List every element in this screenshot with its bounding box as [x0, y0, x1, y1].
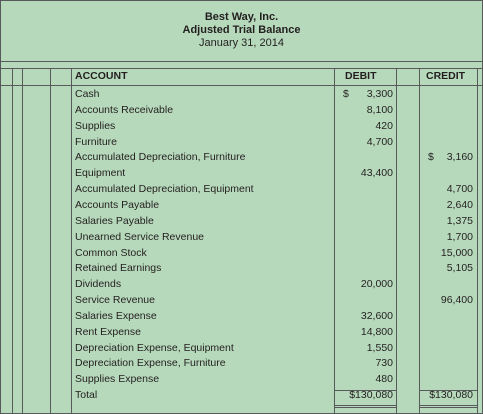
- table-row: [1, 309, 482, 325]
- account-name: Retained Earnings: [75, 262, 162, 275]
- total-double-rule-debit-1: [334, 405, 396, 406]
- total-double-rule-credit-1: [419, 405, 477, 406]
- debit-amount: 480: [375, 373, 393, 386]
- debit-currency-sign: $: [343, 88, 349, 100]
- table-row: [1, 182, 482, 198]
- debit-amount: 14,800: [360, 325, 393, 338]
- credit-amount: 96,400: [440, 294, 473, 307]
- table-row: [1, 119, 482, 135]
- debit-amount: $130,080: [349, 389, 393, 402]
- table-row: [1, 166, 482, 182]
- debit-amount: 32,600: [360, 309, 393, 322]
- debit-amount: 4,700: [366, 135, 393, 148]
- account-name: Supplies Expense: [75, 373, 160, 386]
- total-double-rule-credit-2: [419, 407, 477, 408]
- report-header: [1, 1, 482, 62]
- account-name: Accounts Payable: [75, 198, 160, 211]
- account-name: Accumulated Depreciation, Equipment: [75, 183, 254, 196]
- credit-amount: 5,105: [446, 262, 473, 275]
- debit-amount: 730: [375, 357, 393, 370]
- account-name: Salaries Payable: [75, 214, 154, 227]
- debit-amount: 8,100: [366, 103, 393, 116]
- debit-column-heading: DEBIT: [345, 70, 377, 82]
- debit-amount: 43,400: [360, 167, 393, 180]
- table-row: [1, 341, 482, 357]
- credit-currency-sign: $: [428, 151, 434, 164]
- table-row: [1, 103, 482, 119]
- report-date: January 31, 2014: [198, 37, 284, 49]
- account-name: Dividends: [75, 278, 122, 291]
- account-name: Service Revenue: [75, 294, 155, 307]
- account-name: Furniture: [75, 135, 118, 148]
- table-row: [1, 230, 482, 246]
- credit-amount: 1,375: [446, 214, 473, 227]
- debit-amount: 20,000: [360, 278, 393, 291]
- table-row: [1, 277, 482, 293]
- account-name: Unearned Service Revenue: [75, 230, 204, 243]
- table-row: [1, 135, 482, 151]
- account-name: Equipment: [75, 167, 126, 180]
- credit-amount: $130,080: [429, 389, 473, 402]
- account-name: Rent Expense: [75, 325, 141, 338]
- table-row: [1, 150, 482, 166]
- account-name: Supplies: [75, 119, 116, 132]
- account-name: Common Stock: [75, 246, 147, 259]
- credit-amount: 4,700: [446, 183, 473, 196]
- account-name: Depreciation Expense, Equipment: [75, 341, 234, 354]
- debit-amount: 420: [375, 119, 393, 132]
- account-name: Salaries Expense: [75, 309, 157, 322]
- column-header-top-rule: [1, 68, 482, 69]
- table-row: [1, 246, 482, 262]
- table-row: [1, 388, 482, 404]
- column-header-bottom-rule: [1, 85, 482, 86]
- debit-amount: 3,300: [366, 88, 393, 100]
- table-row: [1, 87, 482, 103]
- account-column-heading: ACCOUNT: [75, 70, 128, 82]
- account-name: Accounts Receivable: [75, 103, 174, 116]
- account-name: Accumulated Depreciation, Furniture: [75, 151, 246, 164]
- table-row: [1, 325, 482, 341]
- table-row: [1, 261, 482, 277]
- table-row: [1, 198, 482, 214]
- credit-column-heading: CREDIT: [426, 70, 466, 82]
- debit-amount: 1,550: [366, 341, 393, 354]
- header-bottom-rule: [1, 61, 482, 62]
- company-name: Best Way, Inc.: [204, 11, 279, 23]
- report-title: Adjusted Trial Balance: [182, 24, 301, 36]
- account-name: Cash: [75, 88, 100, 100]
- account-name: Total: [75, 389, 98, 402]
- table-row: [1, 356, 482, 372]
- total-double-rule-debit-2: [334, 407, 396, 408]
- credit-amount: 3,160: [446, 151, 473, 164]
- credit-amount: 15,000: [440, 246, 473, 259]
- credit-amount: 1,700: [446, 230, 473, 243]
- table-row: [1, 214, 482, 230]
- table-row: [1, 293, 482, 309]
- credit-amount: 2,640: [446, 198, 473, 211]
- table-row: [1, 372, 482, 388]
- account-name: Depreciation Expense, Furniture: [75, 357, 226, 370]
